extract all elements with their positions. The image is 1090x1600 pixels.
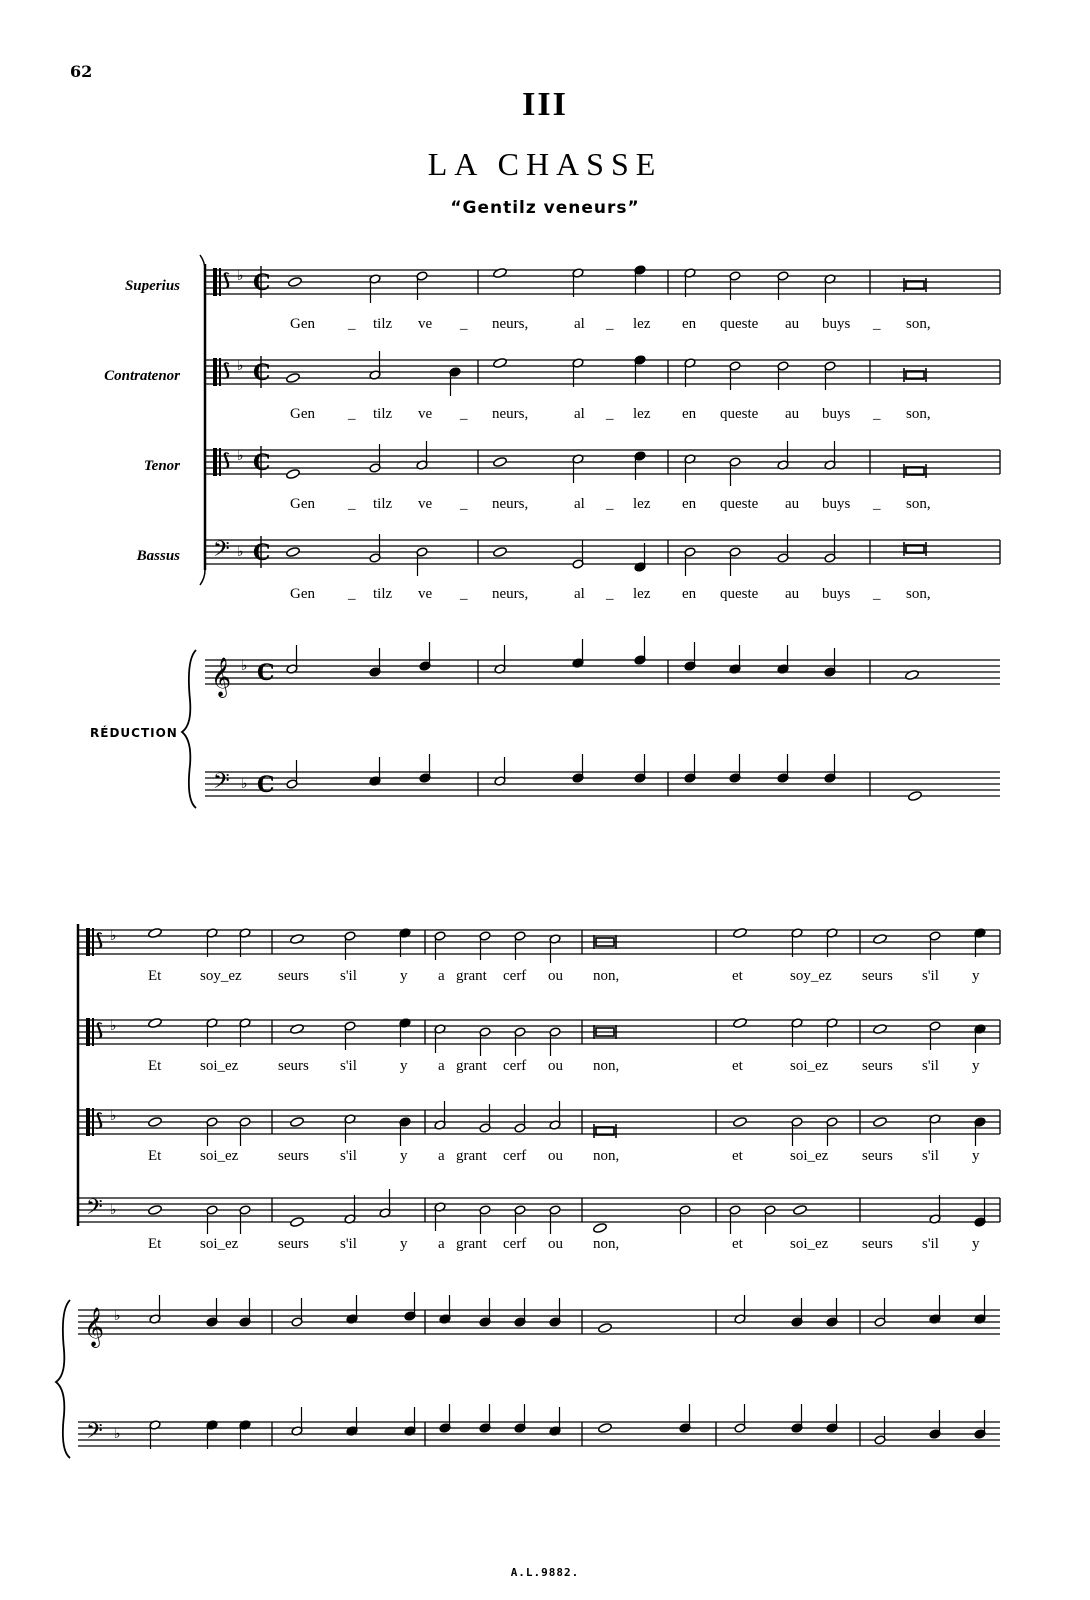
system2-lyric: a: [438, 968, 445, 984]
treble-clef-icon: 𝄞: [211, 657, 232, 697]
flat-icon: ♭: [114, 1308, 121, 1324]
system2-lyric: y: [972, 968, 980, 984]
system1-lyric: buys: [822, 406, 851, 422]
system1-lyric: buys: [822, 586, 851, 602]
whole-note: [286, 468, 301, 479]
system2-lyric: ou: [548, 1058, 563, 1074]
system2-lyric: a: [438, 1148, 445, 1164]
system2-lyric: s'il: [922, 1236, 939, 1252]
c-clef-icon: [86, 928, 90, 956]
flat-icon: ♭: [114, 1426, 121, 1442]
system1-lyric: al: [574, 406, 585, 422]
voice-label-superius: Superius: [124, 278, 180, 294]
system1-lyric: Gen: [290, 316, 315, 332]
cut-time-icon: C: [253, 540, 271, 566]
system2-lyric: soi_ez: [200, 1058, 239, 1074]
bass-clef-icon: 𝄢: [86, 1195, 103, 1225]
c-clef-curve-icon: ⟆: [222, 270, 231, 291]
flat-icon: ♭: [241, 776, 248, 792]
common-time-icon: C: [257, 660, 275, 686]
system1-lyric: lez: [633, 406, 651, 422]
whole-note: [493, 546, 508, 557]
cut-time-icon: C: [253, 360, 271, 386]
system2-lyric: seurs: [278, 968, 309, 984]
system1-lyric: au: [785, 406, 800, 422]
system2-lyric: s'il: [340, 1148, 357, 1164]
system2-lyric: grant: [456, 1236, 487, 1252]
system2-lyric: Et: [148, 1058, 162, 1074]
whole-note: [593, 1222, 608, 1233]
system2-lyric: non,: [593, 1236, 620, 1252]
whole-note: [290, 1023, 305, 1034]
whole-note: [493, 357, 508, 368]
treble-clef-icon: 𝄞: [84, 1307, 105, 1347]
reduction1-brace: [182, 650, 196, 808]
system2-lyric: et: [732, 968, 743, 984]
system1-lyric: buys: [822, 496, 851, 512]
system1-lyric: tilz: [373, 496, 393, 512]
whole-note: [290, 1216, 305, 1227]
system1-lyric: au: [785, 586, 800, 602]
c-clef-icon-bar: [219, 268, 221, 296]
system2-lyric: grant: [456, 968, 487, 984]
flat-icon: ♭: [110, 1202, 117, 1218]
c-clef-icon: [213, 268, 217, 296]
system2-lyric: s'il: [340, 1236, 357, 1252]
whole-note: [290, 933, 305, 944]
whole-note: [908, 790, 923, 801]
system2-lyric: s'il: [922, 1148, 939, 1164]
whole-note: [598, 1322, 613, 1333]
system2-lyric: cerf: [503, 968, 527, 984]
system2-lyric: seurs: [278, 1236, 309, 1252]
system1-lyric: en: [682, 406, 697, 422]
system1-lyric: queste: [720, 496, 759, 512]
system2-lyric: ou: [548, 1148, 563, 1164]
system1-lyric: neurs,: [492, 496, 529, 512]
system2-lyric: a: [438, 1058, 445, 1074]
flat-icon: ♭: [237, 448, 244, 464]
c-clef-icon-bar: [92, 928, 94, 956]
system2-lyric: y: [400, 1236, 408, 1252]
voice-label-contratenor: Contratenor: [104, 368, 180, 384]
whole-note: [793, 1204, 808, 1215]
system1-lyric: en: [682, 586, 697, 602]
system2-lyric: s'il: [922, 968, 939, 984]
system2-lyric: soi_ez: [790, 1058, 829, 1074]
system1-lyric: Gen: [290, 406, 315, 422]
system2-lyric: non,: [593, 1148, 620, 1164]
system1-lyric: Gen: [290, 586, 315, 602]
whole-note: [288, 276, 303, 287]
system1-lyric: lez: [633, 496, 651, 512]
system1-lyric: Gen: [290, 496, 315, 512]
piece-number: III: [522, 86, 568, 123]
whole-note: [286, 546, 301, 557]
cut-time-icon: C: [253, 270, 271, 296]
system1-lyric: neurs,: [492, 586, 529, 602]
system1-lyric: _: [460, 406, 468, 422]
system1-lyric: au: [785, 496, 800, 512]
page-number: 62: [70, 62, 93, 81]
c-clef-icon-bar: [92, 1108, 94, 1136]
whole-note: [598, 1422, 613, 1433]
system1-lyric: tilz: [373, 406, 393, 422]
c-clef-icon-bar: [219, 448, 221, 476]
flat-icon: ♭: [110, 1108, 117, 1124]
piece-title: LA CHASSE: [427, 146, 663, 182]
c-clef-icon: [213, 358, 217, 386]
flat-icon: ♭: [241, 658, 248, 674]
system1-lyric: son,: [906, 406, 931, 422]
system2-lyric: soi_ez: [790, 1236, 829, 1252]
system1-bracket-hook: [200, 570, 205, 585]
system2-lyric: y: [972, 1236, 980, 1252]
cut-time-icon: C: [253, 450, 271, 476]
whole-note: [873, 933, 888, 944]
c-clef-icon-bar: [92, 1018, 94, 1046]
system2-lyric: y: [400, 1148, 408, 1164]
system2-lyric: soi_ez: [790, 1148, 829, 1164]
system1-lyric: _: [460, 316, 468, 332]
system1-lyric: tilz: [373, 586, 393, 602]
system2-lyric: y: [400, 1058, 408, 1074]
system2-lyric: cerf: [503, 1148, 527, 1164]
system2-lyric: s'il: [340, 968, 357, 984]
flat-icon: ♭: [237, 268, 244, 284]
flat-icon: ♭: [237, 358, 244, 374]
system2-lyric: y: [400, 968, 408, 984]
system1-lyric: lez: [633, 586, 651, 602]
system1-lyric: son,: [906, 586, 931, 602]
bass-clef-icon: 𝄢: [213, 537, 230, 567]
system1-lyric: _: [873, 586, 881, 602]
system2-lyric: Et: [148, 1236, 162, 1252]
system2-lyric: seurs: [862, 968, 893, 984]
system1-lyric: _: [606, 496, 614, 512]
system2-lyric: et: [732, 1236, 743, 1252]
flat-icon: ♭: [110, 1018, 117, 1034]
c-clef-curve-icon: ⟆: [95, 930, 104, 951]
system2-lyric: Et: [148, 1148, 162, 1164]
c-clef-curve-icon: ⟆: [222, 450, 231, 471]
c-clef-icon: [86, 1108, 90, 1136]
whole-note: [290, 1116, 305, 1127]
system1-lyric: queste: [720, 316, 759, 332]
system1-lyric: ve: [418, 496, 433, 512]
system1-lyric: _: [348, 316, 356, 332]
bass-clef-icon: 𝄢: [213, 769, 230, 799]
system2-lyric: s'il: [340, 1058, 357, 1074]
system1-lyric: _: [873, 496, 881, 512]
system2-lyric: et: [732, 1148, 743, 1164]
system1-lyric: au: [785, 316, 800, 332]
whole-note: [733, 1017, 748, 1028]
whole-note: [493, 267, 508, 278]
system2-lyric: cerf: [503, 1058, 527, 1074]
system1-lyric: neurs,: [492, 316, 529, 332]
whole-note: [873, 1116, 888, 1127]
system1-lyric: _: [606, 586, 614, 602]
system2-lyric: seurs: [278, 1058, 309, 1074]
c-clef-icon: [213, 448, 217, 476]
system2-lyric: seurs: [862, 1058, 893, 1074]
c-clef-icon-bar: [219, 358, 221, 386]
system1-lyric: _: [348, 406, 356, 422]
whole-note: [286, 372, 301, 383]
system2-lyric: soy_ez: [790, 968, 832, 984]
whole-note: [148, 1204, 163, 1215]
system2-lyric: ou: [548, 968, 563, 984]
system2-lyric: seurs: [278, 1148, 309, 1164]
system2-lyric: cerf: [503, 1236, 527, 1252]
system1-lyric: buys: [822, 316, 851, 332]
common-time-icon: C: [257, 772, 275, 798]
voice-label-tenor: Tenor: [143, 458, 180, 474]
system2-lyric: y: [972, 1148, 980, 1164]
c-clef-curve-icon: ⟆: [95, 1110, 104, 1131]
system2-lyric: seurs: [862, 1148, 893, 1164]
piece-subtitle: “Gentilz veneurs”: [450, 198, 640, 218]
system2-lyric: soi_ez: [200, 1148, 239, 1164]
system2-lyric: seurs: [862, 1236, 893, 1252]
system1-lyric: tilz: [373, 316, 393, 332]
system1-lyric: en: [682, 496, 697, 512]
system2-lyric: grant: [456, 1058, 487, 1074]
system1-lyric: en: [682, 316, 697, 332]
system1-lyric: ve: [418, 316, 433, 332]
whole-note: [733, 927, 748, 938]
system2-lyric: ou: [548, 1236, 563, 1252]
flat-icon: ♭: [110, 928, 117, 944]
system2-lyric: non,: [593, 1058, 620, 1074]
system1-lyric: ve: [418, 586, 433, 602]
system1-lyric: al: [574, 586, 585, 602]
system1-lyric: queste: [720, 406, 759, 422]
bass-clef-icon: 𝄢: [86, 1419, 103, 1449]
system2-lyric: et: [732, 1058, 743, 1074]
voice-label-bassus: Bassus: [136, 548, 180, 564]
system1-lyric: _: [348, 586, 356, 602]
system2-lyric: soi_ez: [200, 1236, 239, 1252]
reduction2-brace: [56, 1300, 70, 1458]
whole-note: [148, 1116, 163, 1127]
system2-lyric: grant: [456, 1148, 487, 1164]
system1-lyric: _: [873, 406, 881, 422]
c-clef-curve-icon: ⟆: [95, 1020, 104, 1041]
system1-lyric: _: [460, 496, 468, 512]
whole-note: [873, 1023, 888, 1034]
system1-lyric: _: [606, 406, 614, 422]
system2-lyric: y: [972, 1058, 980, 1074]
system1-lyric: lez: [633, 316, 651, 332]
system2-lyric: non,: [593, 968, 620, 984]
reduction-label: RÉDUCTION: [90, 726, 178, 740]
flat-icon: ♭: [237, 544, 244, 560]
c-clef-curve-icon: ⟆: [222, 360, 231, 381]
whole-note: [148, 1017, 163, 1028]
system1-lyric: neurs,: [492, 406, 529, 422]
system1-bracket-hook: [200, 255, 205, 270]
system1-lyric: son,: [906, 316, 931, 332]
system1-lyric: ve: [418, 406, 433, 422]
whole-note: [733, 1116, 748, 1127]
c-clef-icon: [86, 1018, 90, 1046]
system2-lyric: s'il: [922, 1058, 939, 1074]
whole-note: [493, 456, 508, 467]
system1-lyric: al: [574, 316, 585, 332]
system1-lyric: _: [873, 316, 881, 332]
system1-lyric: _: [460, 586, 468, 602]
system2-lyric: a: [438, 1236, 445, 1252]
system2-lyric: soy_ez: [200, 968, 242, 984]
system1-lyric: _: [348, 496, 356, 512]
whole-note: [148, 927, 163, 938]
system1-lyric: queste: [720, 586, 759, 602]
publisher-code: A.L.9882.: [510, 1566, 580, 1579]
system1-lyric: _: [606, 316, 614, 332]
system1-lyric: al: [574, 496, 585, 512]
system1-lyric: son,: [906, 496, 931, 512]
system2-lyric: Et: [148, 968, 162, 984]
whole-note: [905, 669, 920, 680]
